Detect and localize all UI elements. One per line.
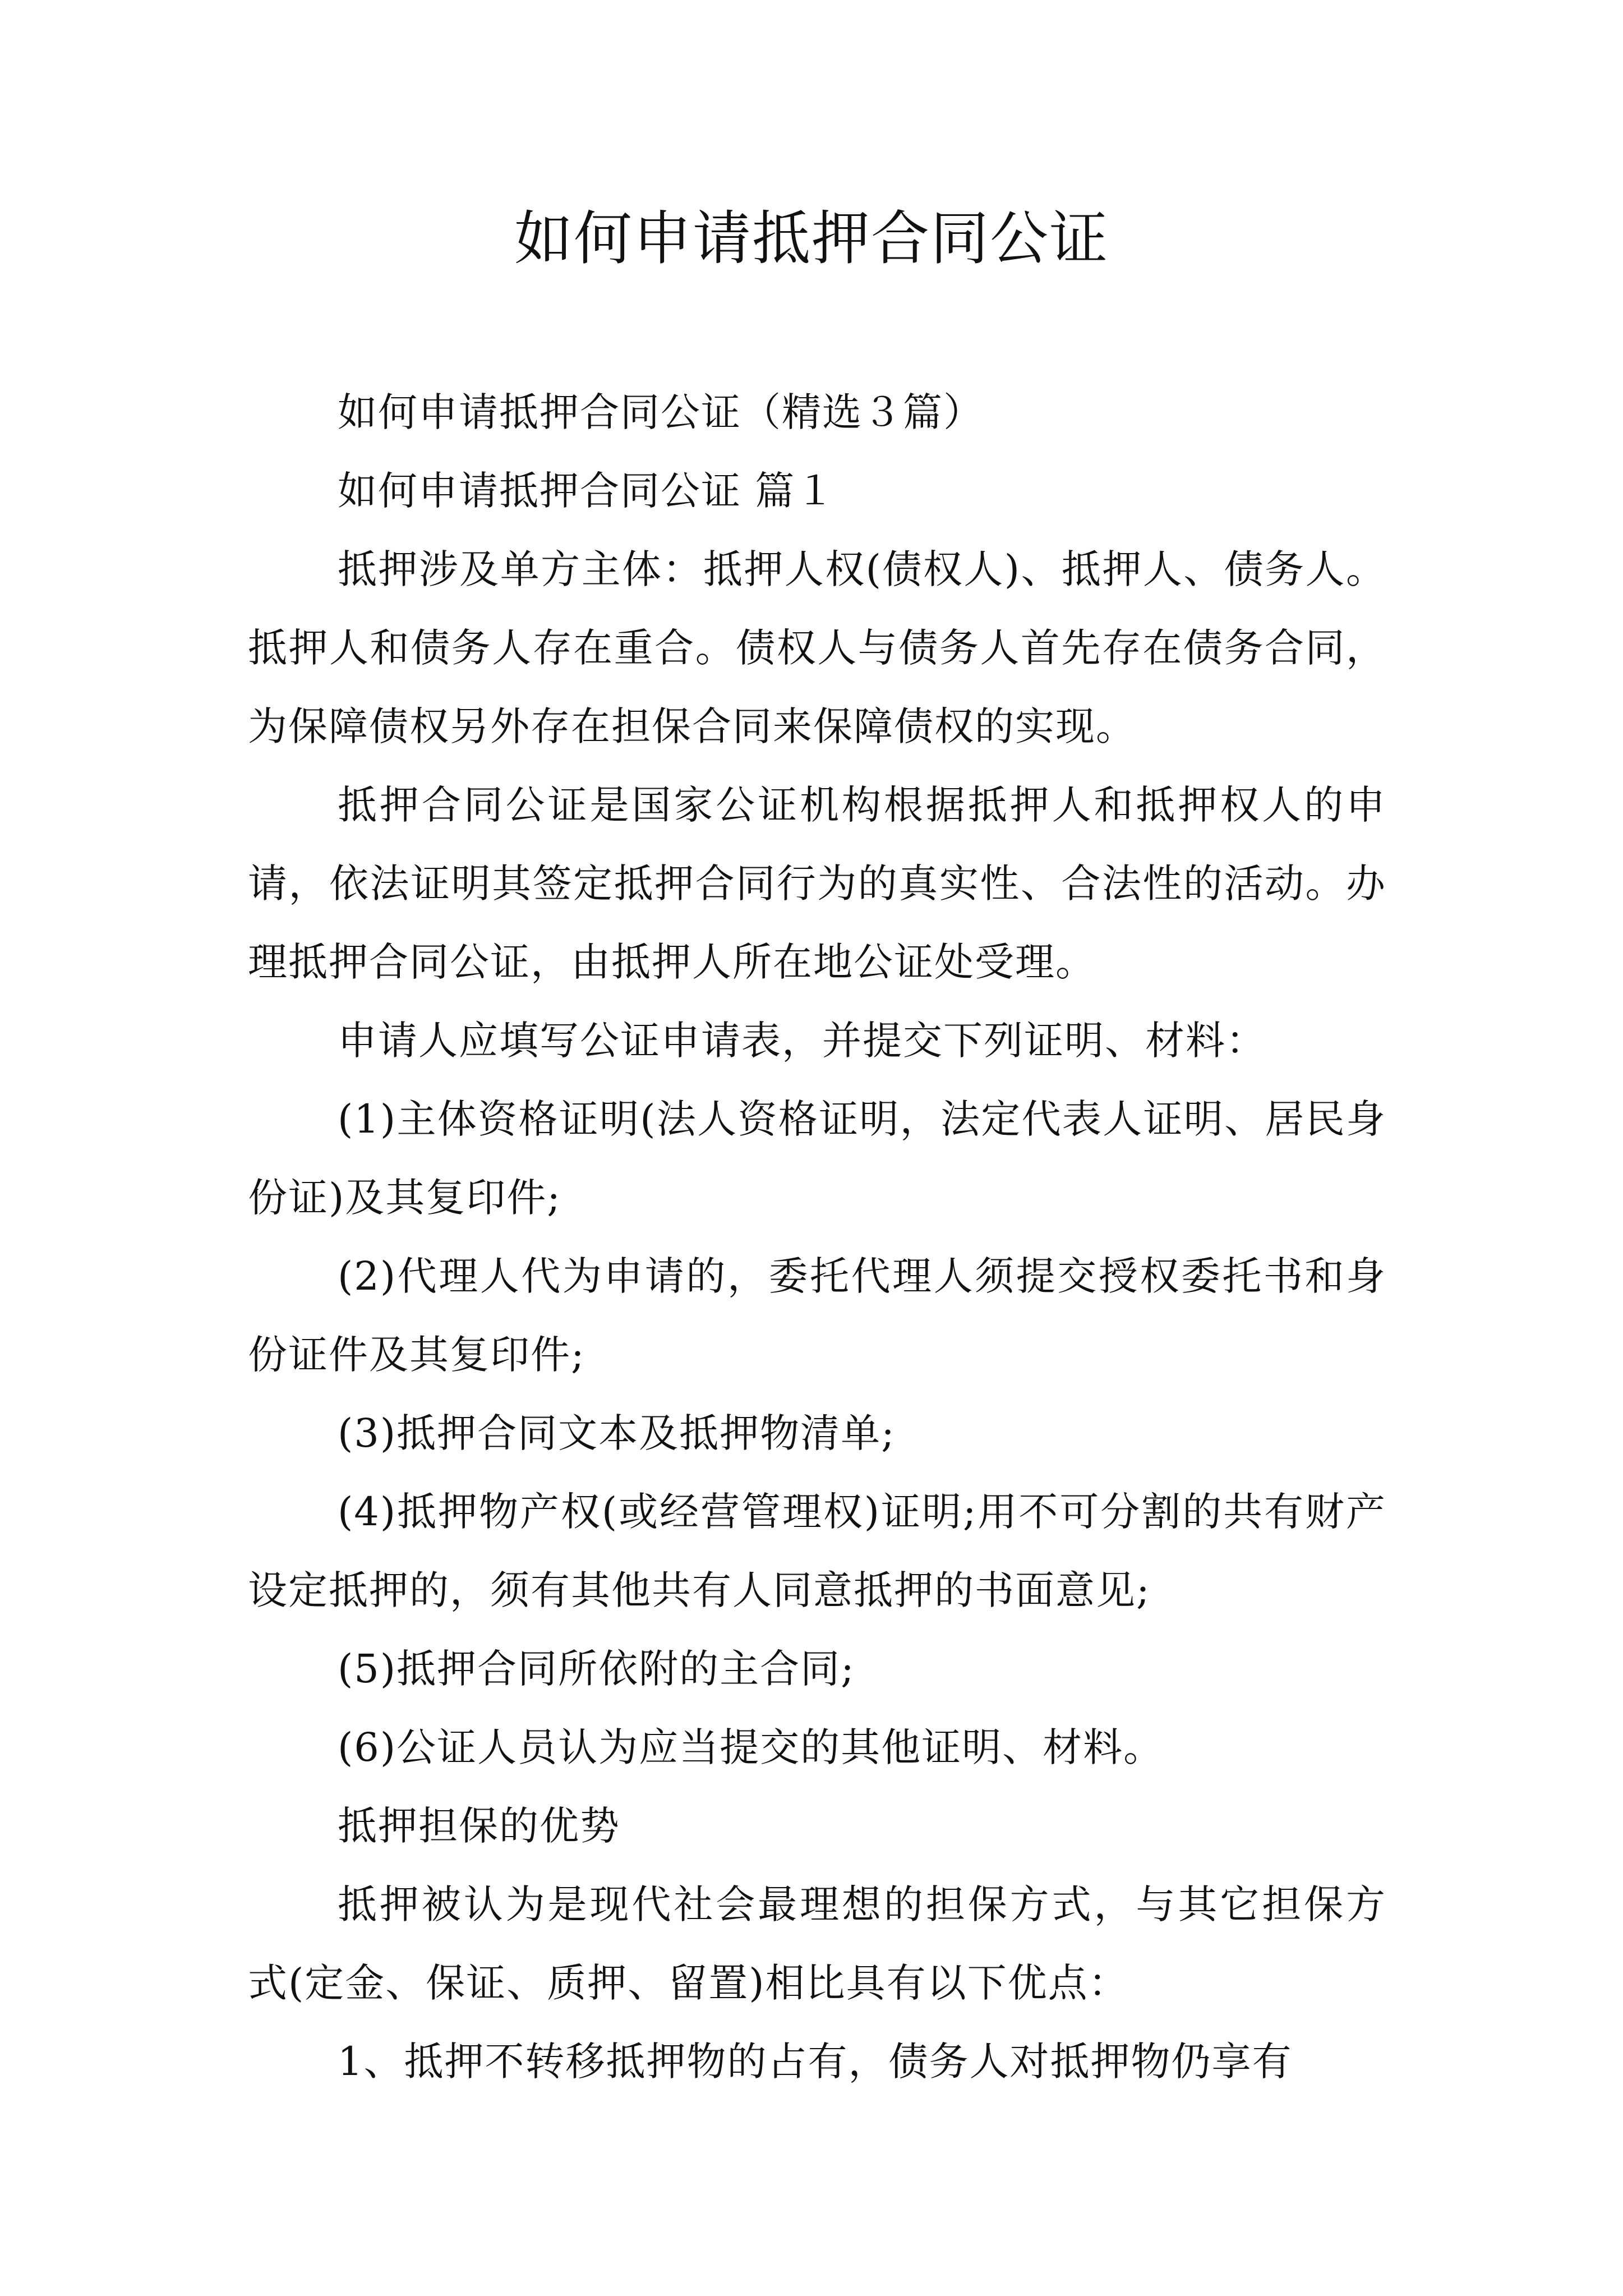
paragraph-collection-title: 如何申请抵押合同公证（精选３篇）: [338, 389, 984, 435]
paragraph-advantages-intro: 抵押被认为是现代社会最理想的担保方式，与其它担保方式(定金、保证、质押、留置)相比具有以下优点：: [248, 1881, 1386, 2006]
list-item-2: (2)代理人代为申请的，委托代理人须提交授权委托书和身份证件及其复印件;: [248, 1253, 1386, 1378]
paragraph-materials-intro: 申请人应填写公证申请表，并提交下列证明、材料：: [338, 1018, 1266, 1064]
list-item-3: (3)抵押合同文本及抵押物清单;: [338, 1410, 896, 1456]
list-item-6: (6)公证人员认为应当提交的其他证明、材料。: [338, 1724, 1164, 1770]
paragraph-definition: 抵押合同公证是国家公证机构根据抵押人和抵押权人的申请，依法证明其签定抵押合同行为的真实性、合法性的活动。办理抵押合同公证，由抵押人所在地公证处受理。: [248, 782, 1386, 985]
paragraph-section-heading: 如何申请抵押合同公证 篇１: [338, 468, 836, 514]
document-body: [248, 373, 1386, 2101]
paragraph-parties: 抵押涉及单方主体：抵押人权(债权人)、抵押人、债务人。抵押人和债务人存在重合。债权人与债务人首先存在债务合同，为保障债权另外存在担保合同来保障债权的实现。: [248, 546, 1386, 749]
document-title: 如何申请抵押合同公证: [514, 204, 1109, 273]
list-item-5: (5)抵押合同所依附的主合同;: [338, 1646, 855, 1692]
paragraph-advantage-1: 1、抵押不转移抵押物的占有，债务人对抵押物仍享有: [338, 2039, 1293, 2085]
subheading-advantages: 抵押担保的优势: [338, 1803, 620, 1849]
list-item-1: (1)主体资格证明(法人资格证明，法定代表人证明、居民身份证)及其复印件;: [248, 1096, 1386, 1221]
list-item-4: (4)抵押物产权(或经营管理权)证明;用不可分割的共有财产设定抵押的，须有其他共有人同意抵押的书面意见;: [248, 1489, 1386, 1613]
